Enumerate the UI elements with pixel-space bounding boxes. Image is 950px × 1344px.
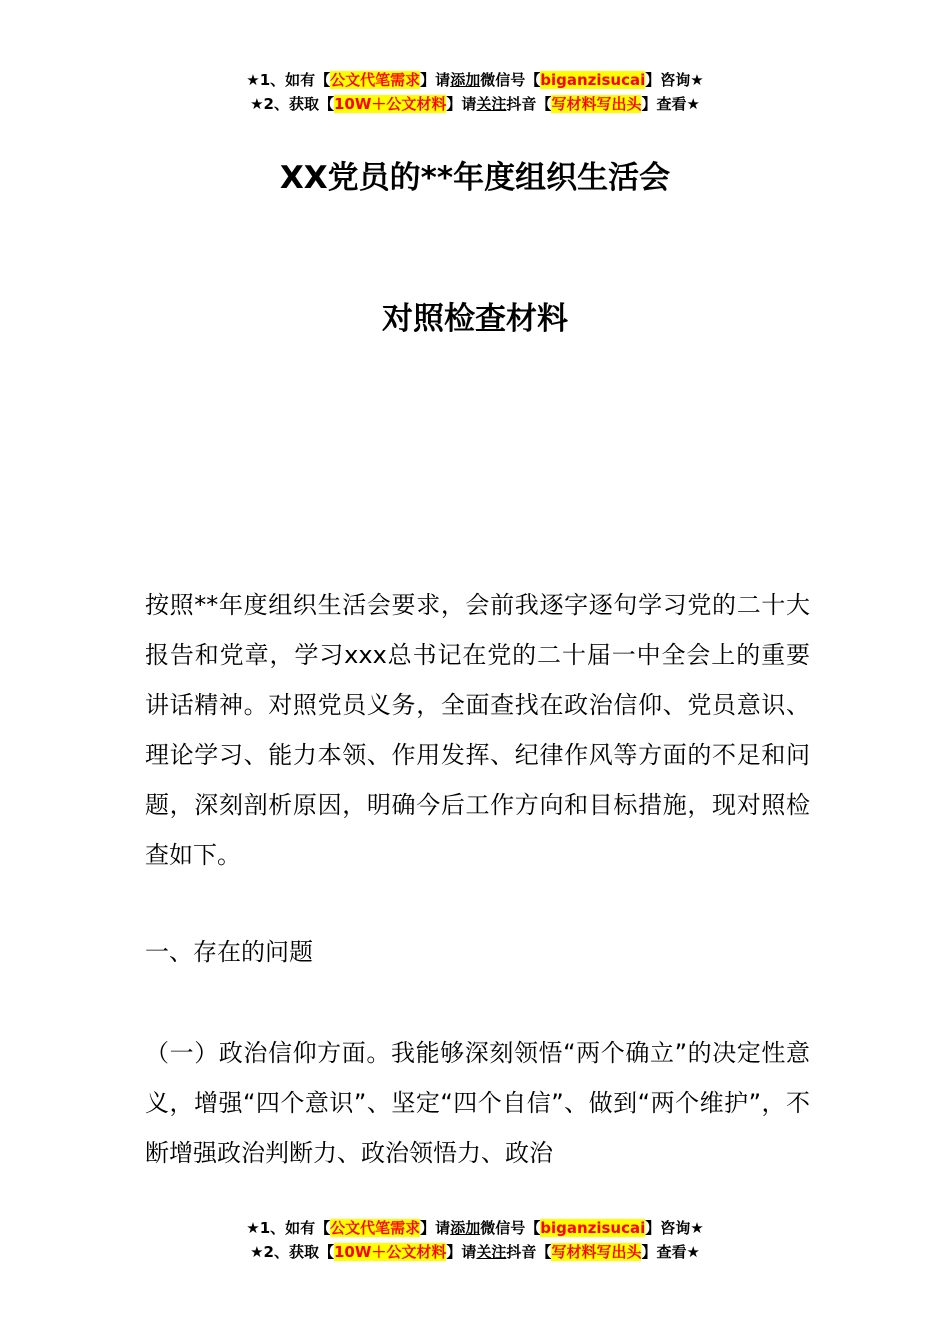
wechat-id-highlight: biganzisucai (540, 71, 646, 89)
intro-paragraph (145, 580, 810, 880)
banner-text: 微信号【 (480, 1219, 541, 1237)
section-heading (145, 927, 810, 977)
banner-text: 抖音【 (506, 95, 552, 113)
banner-text: 】请 (420, 1219, 451, 1237)
footer-banner (0, 1216, 950, 1264)
banner-underline: 添加 (450, 1219, 481, 1237)
banner-text: ★1、如有【 (246, 1219, 331, 1237)
banner-highlight: 10W＋公文材料 (333, 1243, 447, 1261)
banner-line-2 (0, 1240, 950, 1264)
wechat-id-highlight: biganzisucai (540, 1219, 646, 1237)
banner-text: 】请 (446, 95, 477, 113)
section-heading-text: 一、存在的问题 (145, 938, 313, 966)
banner-line-2 (0, 92, 950, 116)
banner-text: ★2、获取【 (250, 1243, 334, 1261)
header-banner (0, 68, 950, 116)
douyin-id-highlight: 写材料写出头 (551, 95, 642, 113)
banner-line-1 (0, 68, 950, 92)
banner-text: ★1、如有【 (246, 71, 331, 89)
banner-text: 】咨询★ (645, 71, 704, 89)
banner-underline: 关注 (476, 1243, 507, 1261)
intro-text: 按照**年度组织生活会要求，会前我逐字逐句学习党的二十大报告和党章，学习xxx总书记在党的二十届一中全会上的重要讲话精神。对照党员义务，全面查找在政治信仰、党员意识、理论学习、能力本领、作用发挥、纪律作风等方面的不足和问题，深刻剖析原因，明确今后工作方向和目标措施，现对照检查如下。 (145, 591, 810, 869)
document-title-line-2: 对照检查材料 (382, 301, 568, 337)
banner-text: 】请 (446, 1243, 477, 1261)
banner-underline: 添加 (450, 71, 481, 89)
banner-highlight: 10W＋公文材料 (333, 95, 447, 113)
document-title-line-1: XX党员的**年度组织生活会 (279, 160, 671, 196)
banner-text: 】请 (420, 71, 451, 89)
douyin-id-highlight: 写材料写出头 (551, 1243, 642, 1261)
banner-text: ★2、获取【 (250, 95, 334, 113)
banner-text: 】查看★ (641, 1243, 700, 1261)
section-paragraph-text: （一）政治信仰方面。我能够深刻领悟“两个确立”的决定性意义，增强“四个意识”、坚定“四个自信”、做到“两个维护”，不断增强政治判断力、政治领悟力、政治 (145, 1039, 810, 1167)
section-paragraph (145, 1028, 810, 1178)
banner-underline: 关注 (476, 95, 507, 113)
banner-highlight: 公文代笔需求 (330, 1219, 421, 1237)
banner-text: 抖音【 (506, 1243, 552, 1261)
banner-text: 】查看★ (641, 95, 700, 113)
banner-text: 微信号【 (480, 71, 541, 89)
banner-text: 】咨询★ (645, 1219, 704, 1237)
banner-line-1 (0, 1216, 950, 1240)
banner-highlight: 公文代笔需求 (330, 71, 421, 89)
